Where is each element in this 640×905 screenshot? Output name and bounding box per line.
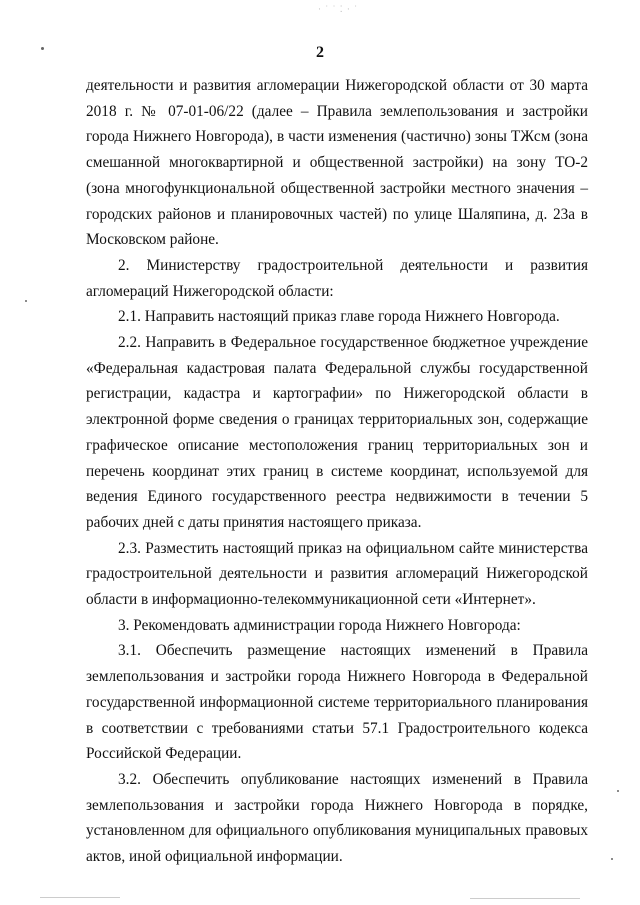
paragraph-item-2-3: 2.3. Разместить настоящий приказ на официальном сайте министерства градостроительной деятельности и развития агломераций Нижегородской области в информационно-телекоммуникационной сети «Интернет». [86,539,588,609]
scan-edge [40,897,120,898]
scan-speck [611,858,613,860]
paragraph-continuation: деятельности и развития агломерации Нижегородской области от 30 марта 2018 г. № 07-01-06/22 (далее – Правила землепользования и застройки города Нижнего Новгорода), в части изменения (частично) зоны ТЖсм (зона смешанной многоквартирной и общественной застройки) на зону ТО-2 (зона многофункциональной общественной застройки местного значения – городских районов и планировочных частей) по улице Шаляпина, д. 23а в Московском районе. [86,77,589,249]
paragraph-item-2-2: 2.2. Направить в Федеральное государственное бюджетное учреждение «Федеральная кадастровая палата Федеральной службы государственной регистрации, кадастра и картографии» по Нижегородской области в электронной форме сведения о границах территориальных зон, содержащие графическое описание местоположения границ территориальных зон и перечень координат этих границ в системе координат, используемой для ведения Единого государственного реестра недвижимости в течении 5 рабочих дней с даты принятия настоящего приказа. [86,334,588,531]
scan-edge [470,898,580,899]
page-number: 2 [316,44,324,61]
paragraph-item-3: 3. Рекомендовать администрации города Нижнего Новгорода: [118,616,521,634]
paragraph-item-3-2: 3.2. Обеспечить опубликование настоящих изменений в Правила землепользования и застройки города Нижнего Новгорода в порядке, установленном для официального опубликования муниципальных правовых актов, иной официальной информации. [86,770,588,866]
paragraph-item-2-1: 2.1. Направить настоящий приказ главе города Нижнего Новгорода. [118,308,560,326]
paragraph-item-2: 2. Министерству градостроительной деятельности и развития агломераций Нижегородской области: [86,256,588,300]
scan-artifact: · ˙ ˙ ⁚ · ˙ [318,4,359,14]
scan-speck [25,300,27,302]
paragraph-item-3-1: 3.1. Обеспечить размещение настоящих изменений в Правила землепользования и застройки города Нижнего Новгорода в Федеральной государственной информационной системе территориального планирования в соответствии с требованиями статьи 57.1 Градостроительного кодекса Российской Федерации. [86,642,588,763]
scan-speck [617,790,619,792]
document-body [86,73,588,870]
